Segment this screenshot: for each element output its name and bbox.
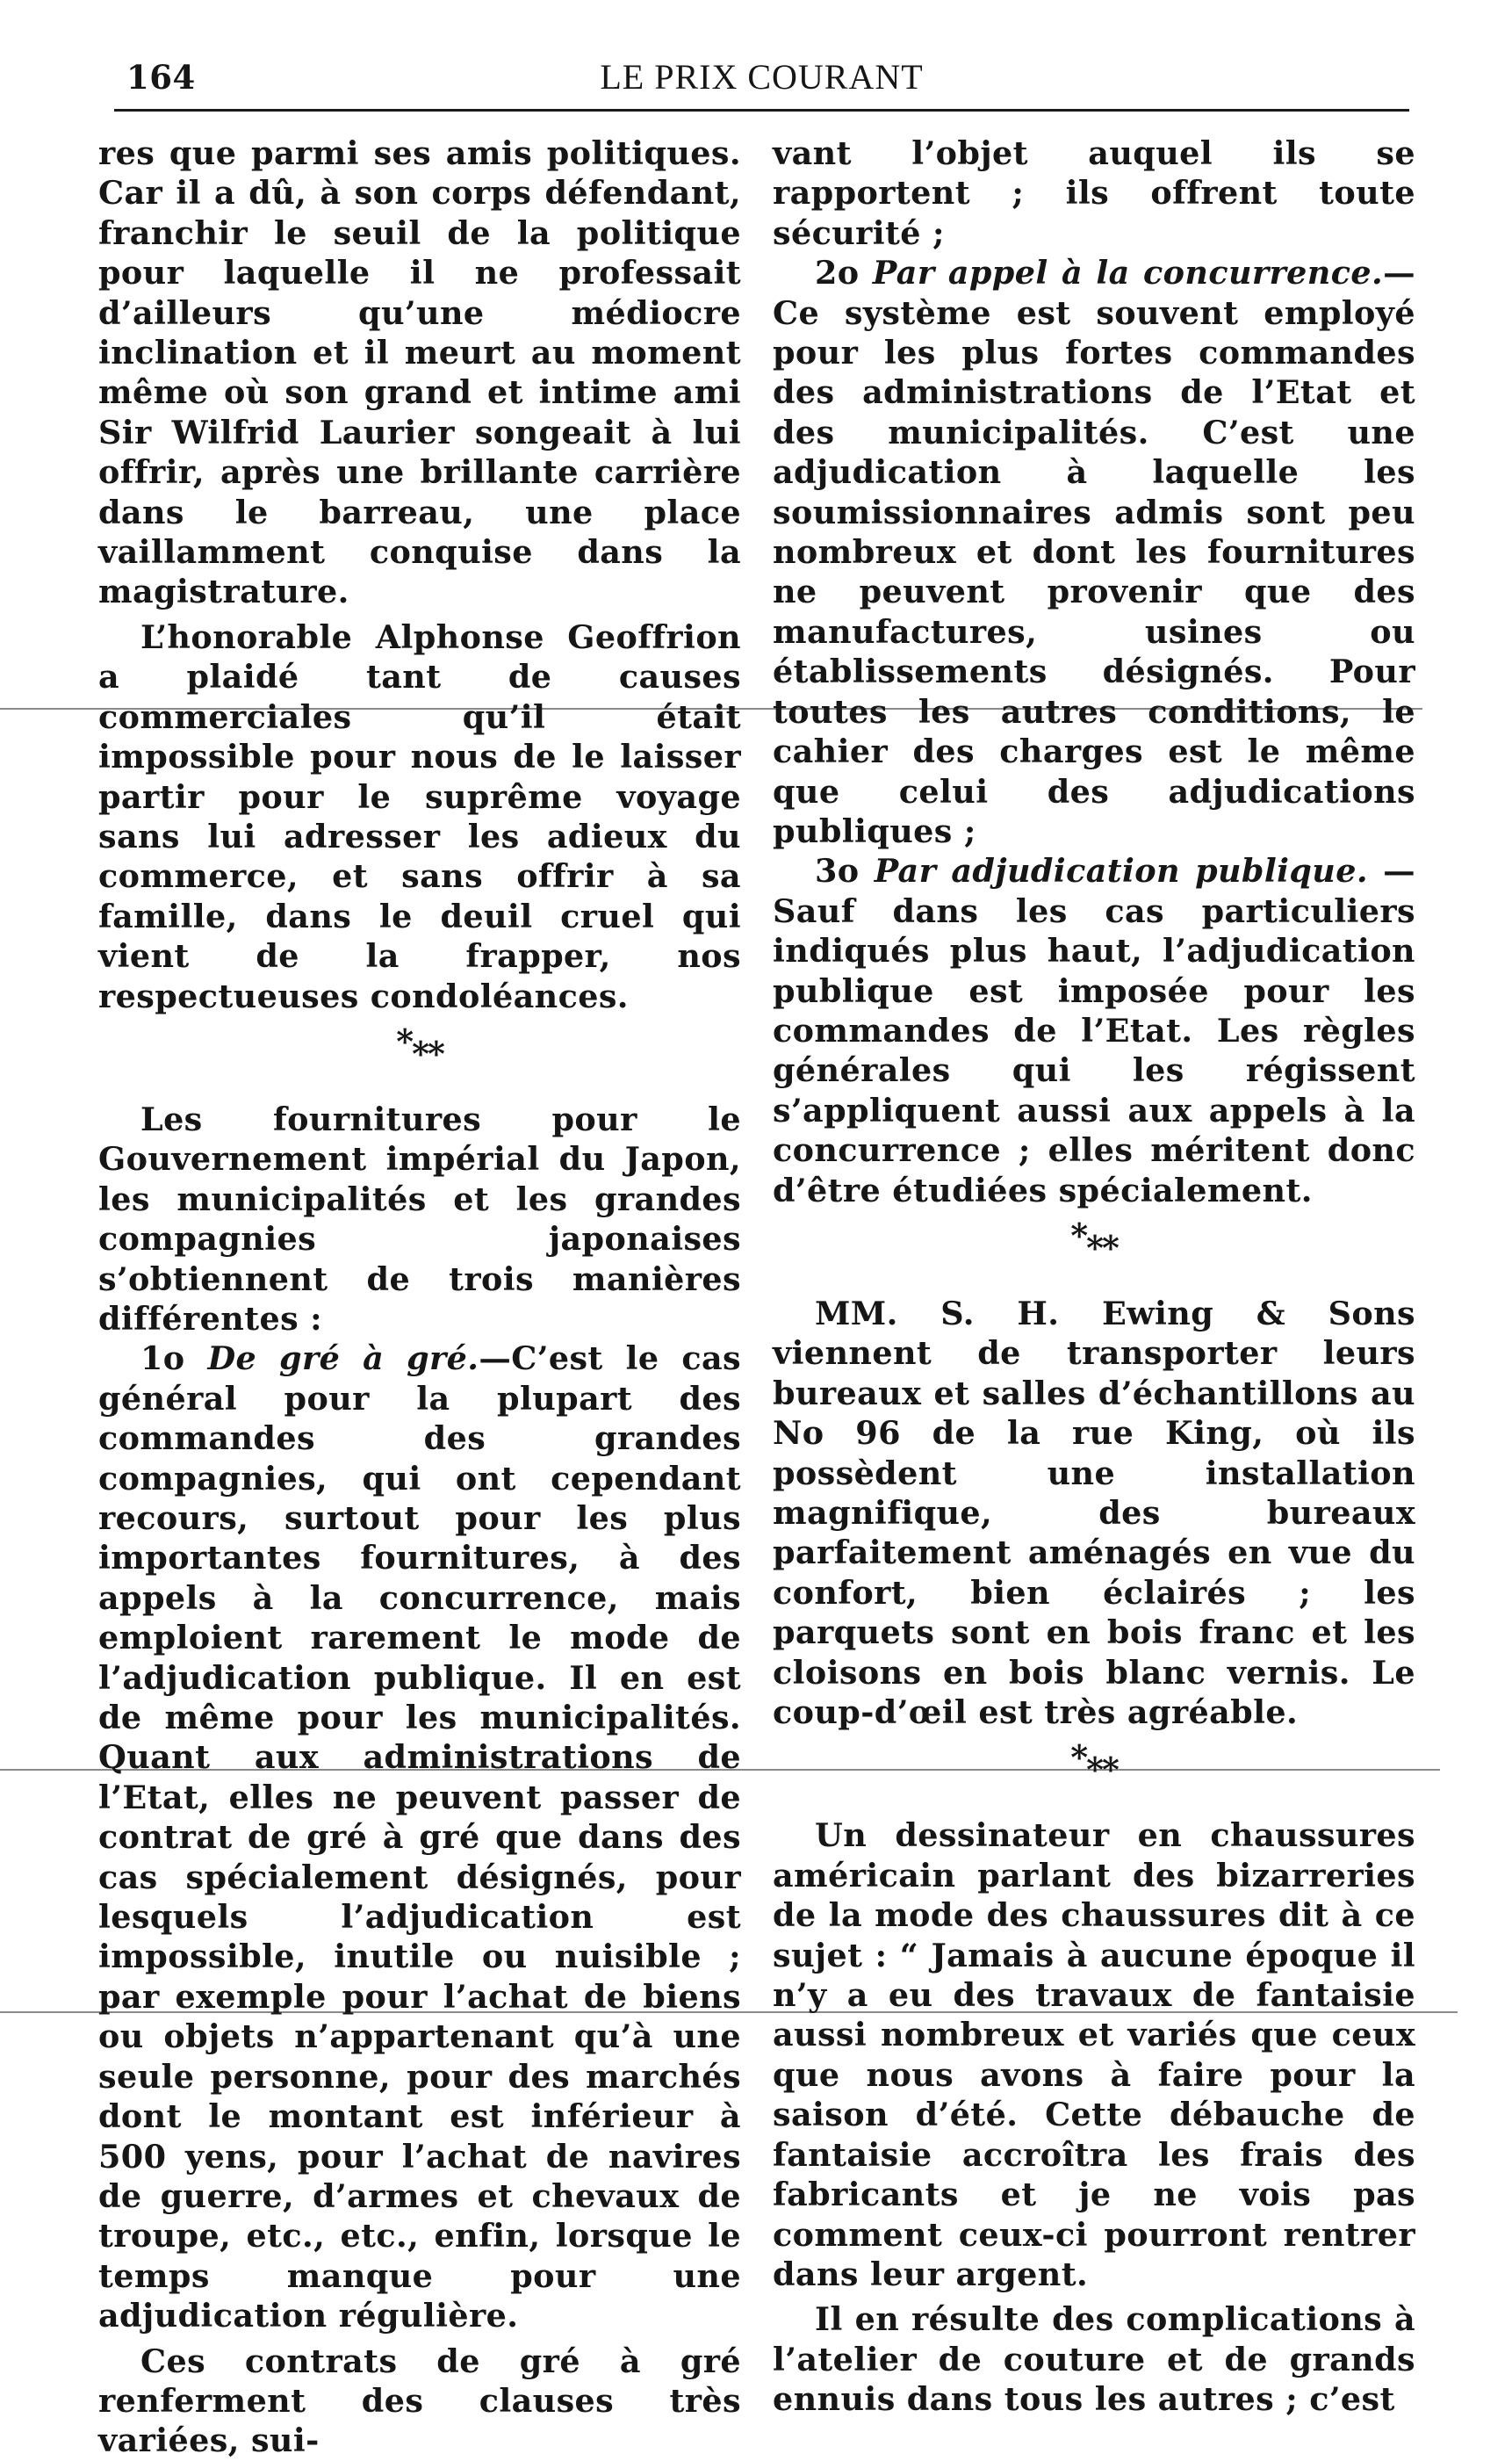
right-paragraph-3 [773,851,1415,1210]
right-column [773,134,1415,2420]
asterism: *** [396,1021,443,1073]
item-text: — Sauf dans les cas particuliers indiqués plus haut, l’adjudication publique est imposée pour les commandes de l’Etat. Les règles générales qui les régissent s’appliquent aussi aux appels à la concurrence ; elles méritent donc d’être étudiées spécialement. [773,852,1416,1209]
left-paragraph-5: Ces contrats de gré à gré renferment des clauses très variées, sui- [98,2342,741,2460]
left-column [98,134,741,2461]
item-text: —C’est le cas général pour la plupart des commandes des grandes compagnies, qui ont cependant recours, surtout pour les plus importantes fournitures, à des appels à la concurrence, mais emploient rarement le mode de l’adjudication publique. Il en est de même pour les municipalités. Quant aux administrations de l’Etat, elles ne peuvent passer de contrat de gré à gré que dans des cas spécialement désignés, pour lesquels l’adjudication est impossible, inutile ou nuisible ; par exemple pour l’achat de biens ou objets n’appartenant qu’à une seule personne, pour des marchés dont le montant est inférieur à 500 yens, pour l’achat de navires de guerre, d’armes et chevaux de troupe, etc., etc., enfin, lorsque le temps manque pour une adjudication régulière. [98,1339,742,2335]
item-number: 3o [815,852,860,891]
left-paragraph-3: Les fournitures pour le Gouvernement impérial du Japon, les municipalités et les grandes compagnies japonaises s’obtiennent de trois manières différentes : [98,1100,741,1338]
item-label: De gré à gré. [207,1339,479,1378]
right-paragraph-1: vant l’objet auquel ils se rapportent ; ils offrent toute sécurité ; [773,134,1415,252]
item-text: —Ce système est souvent employé pour les plus fortes commandes des administrations de l’Etat et des municipalités. C’est une adjudication à laquelle les soumissionnaires admis sont peu nombreux et dont les fournitures ne peuvent provenir que des manufactures, usines ou établissements désignés. Pour toutes les autres conditions, le cahier des charges est le même que celui des adjudications publiques ; [773,254,1416,850]
right-paragraph-2 [773,253,1415,851]
right-paragraph-6: Il en résulte des complications à l’atelier de couture et de grands ennuis dans tous les autres ; c’est [773,2300,1415,2419]
left-paragraph-2: L’honorable Alphonse Geoffrion a plaidé tant de causes commerciales qu’il était impossible pour nous de le laisser partir pour le suprême voyage sans lui adresser les adieux du commerce, et sans offrir à sa famille, dans le deuil cruel qui vient de la frapper, nos respectueuses condoléances. [98,617,741,1015]
header-rule [114,109,1409,112]
right-paragraph-5: Un dessinateur en chaussures américain parlant des bizarreries de la mode des chaussures dit à ce sujet : “ Jamais à aucune époque il n’y a eu des travaux de fantaisie aussi nombreux et variés que ceux que nous avons à faire pour la saison d’été. Cette débauche de fantaisie accroîtra les frais des fabricants et je ne vois pas comment ceux-ci pourront rentrer dans leur argent. [773,1816,1415,2293]
page-number: 164 [126,58,196,97]
running-title: LE PRIX COURANT [600,57,924,97]
left-paragraph-4 [98,1339,741,2335]
left-paragraph-1: res que parmi ses amis politiques. Car il a dû, à son corps défendant, franchir le seuil de la politique pour laquelle il ne professait d’ailleurs qu’une médiocre inclination et il meurt au moment même où son grand et intime ami Sir Wilfrid Laurier songeait à lui offrir, après une brillante carrière dans le barreau, une place vaillamment conquise dans la magistrature. [98,134,741,611]
item-number: 2o [815,254,860,292]
item-label: Par appel à la concurrence. [872,254,1384,292]
item-label: Par adjudication publique. [874,852,1368,891]
asterism: *** [1070,1737,1118,1790]
item-number: 1o [140,1339,185,1378]
page-header [114,51,1409,102]
asterism: *** [1070,1215,1118,1267]
right-paragraph-4: MM. S. H. Ewing & Sons viennent de transporter leurs bureaux et salles d’échantillons au No 96 de la rue King, où ils possèdent une installation magnifique, des bureaux parfaitement aménagés en vue du confort, bien éclairés ; les parquets sont en bois franc et les cloisons en bois blanc vernis. Le coup-d’œil est très agréable. [773,1294,1415,1732]
